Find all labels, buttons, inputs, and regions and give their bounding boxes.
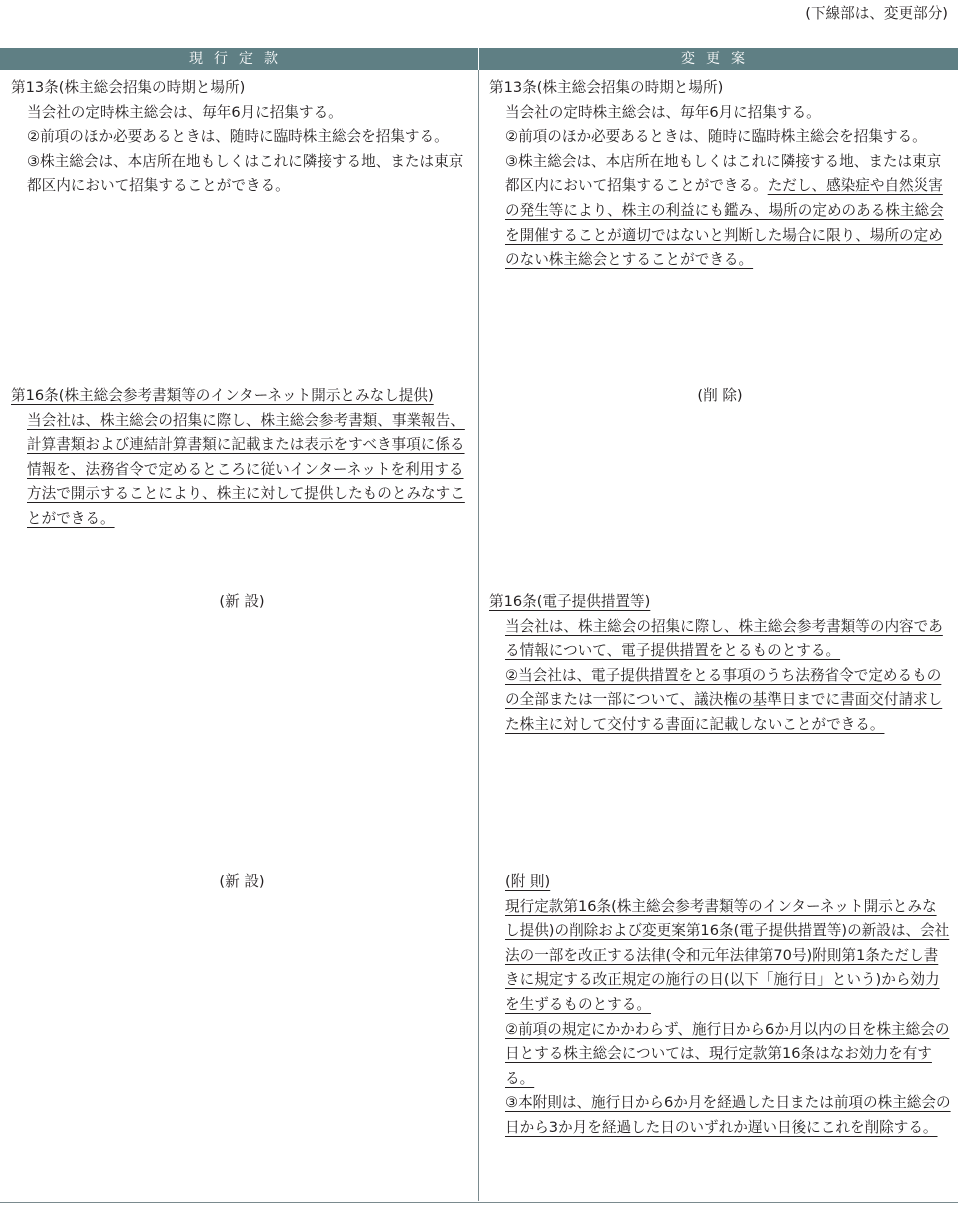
proposed-art13-title: 第13条(株主総会招集の時期と場所) bbox=[489, 79, 724, 96]
current-article-16 bbox=[11, 384, 473, 532]
header-current: 現行定款 bbox=[0, 48, 479, 70]
current-new-placeholder-1: (新 設) bbox=[219, 593, 265, 610]
proposed-deleted-placeholder: (削 除) bbox=[697, 387, 743, 404]
proposed-art16-title: 第16条(電子提供措置等) bbox=[489, 593, 651, 610]
supplementary-title: (附 則) bbox=[505, 873, 551, 890]
supplementary-p2: ②前項の規定にかかわらず、施行日から6か月以内の日を株主総会の日とする株主総会については、現行定款第16条はなお効力を有する。 bbox=[505, 1020, 950, 1087]
supplementary-p3: ③本附則は、施行日から6か月を経過した日または前項の株主総会の日から3か月を経過した日のいずれか遅い日後にこれを削除する。 bbox=[505, 1094, 951, 1136]
proposed-art13-p3: ③株主総会は、本店所在地もしくはこれに隣接する地、または東京都区内において招集することができる。 bbox=[505, 152, 942, 195]
underline-note: (下線部は、変更部分) bbox=[805, 5, 948, 22]
column-divider bbox=[478, 70, 479, 1201]
header-proposed: 変更案 bbox=[681, 51, 756, 67]
proposed-article-13 bbox=[489, 76, 951, 273]
proposed-art13-p1: 当会社の定時株主総会は、毎年6月に招集する。 bbox=[505, 103, 821, 121]
current-art13-p2: ②前項のほか必要あるときは、随時に臨時株主総会を招集する。 bbox=[27, 128, 449, 146]
table-bottom-border bbox=[0, 1202, 958, 1203]
current-art13-p1: 当会社の定時株主総会は、毎年6月に招集する。 bbox=[27, 103, 343, 121]
proposed-supplementary-provisions bbox=[489, 870, 951, 1141]
proposed-article-16 bbox=[489, 590, 951, 738]
current-art16-p1: 当会社は、株主総会の招集に際し、株主総会参考書類、事業報告、計算書類および連結計算書類に記載または表示をすべき事項に係る情報を、法務省令で定めるところに従いインターネットを利用する方法で開示することにより、株主に対して提供したものとみなすことができる。 bbox=[27, 411, 465, 527]
supplementary-p1: 現行定款第16条(株主総会参考書類等のインターネット開示とみなし提供)の削除および変更案第16条(電子提供措置等)の新設は、会社法の一部を改正する法律(令和元年法律第70号)附則第1条ただし書きに規定する改正規定の施行の日(以下「施行日」という)から効力を生ずるものとする。 bbox=[505, 897, 950, 1013]
current-article-13 bbox=[11, 76, 473, 199]
table-header bbox=[0, 48, 958, 70]
proposed-art13-p3-added: ただし、感染症や自然災害の発生等により、株主の利益にも鑑み、場所の定めのある株主総会を開催することが適切ではないと判断した場合に限り、場所の定めのない株主総会とすることができる。 bbox=[505, 177, 944, 269]
proposed-art16-p2: ②当会社は、電子提供措置をとる事項のうち法務省令で定めるものの全部または一部について、議決権の基準日までに書面交付請求した株主に対して交付する書面に記載しないことができる。 bbox=[505, 666, 943, 733]
current-art16-title: 第16条(株主総会参考書類等のインターネット開示とみなし提供) bbox=[11, 387, 434, 404]
current-art13-p3: ③株主総会は、本店所在地もしくはこれに隣接する地、または東京都区内において招集することができる。 bbox=[27, 152, 464, 195]
proposed-art16-p1: 当会社は、株主総会の招集に際し、株主総会参考書類等の内容である情報について、電子提供措置をとるものとする。 bbox=[505, 617, 943, 660]
current-art13-title: 第13条(株主総会招集の時期と場所) bbox=[11, 79, 246, 96]
proposed-art13-p2: ②前項のほか必要あるときは、随時に臨時株主総会を招集する。 bbox=[505, 128, 927, 146]
current-new-placeholder-2: (新 設) bbox=[219, 873, 265, 890]
